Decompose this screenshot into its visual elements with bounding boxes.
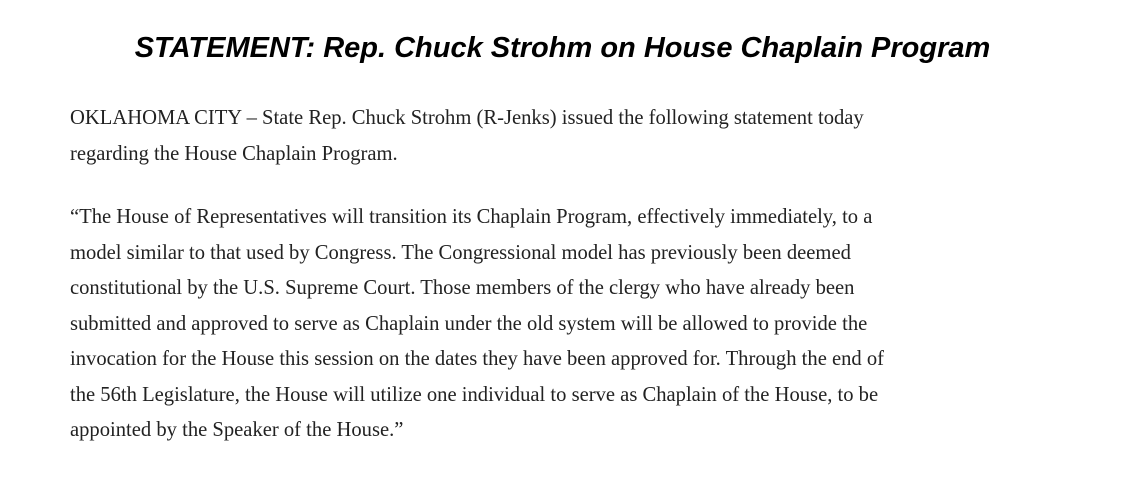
intro-paragraph [70, 101, 864, 172]
paragraph-line: regarding the House Chaplain Program. [70, 142, 398, 165]
paragraph-line: model similar to that used by Congress. The Congressional model has previously been deemed [70, 241, 851, 264]
paragraph-line: submitted and approved to serve as Chaplain under the old system will be allowed to provide the [70, 312, 868, 335]
statement-title: STATEMENT: Rep. Chuck Strohm on House Chaplain Program [134, 32, 991, 64]
paragraph-line: invocation for the House this session on the dates they have been approved for. Through the end of [70, 348, 885, 370]
paragraph-line: constitutional by the U.S. Supreme Court. Those members of the clergy who have already been [70, 277, 855, 299]
paragraph-line: “The House of Representatives will transition its Chaplain Program, effectively immediately, to a [70, 206, 873, 228]
paragraph-line: OKLAHOMA CITY – State Rep. Chuck Strohm (R-Jenks) issued the following statement today [70, 107, 864, 129]
paragraph-line: appointed by the Speaker of the House.” [70, 419, 404, 441]
paragraph-line: the 56th Legislature, the House will utilize one individual to serve as Chaplain of the House, to be [70, 383, 879, 406]
quote-paragraph [70, 200, 884, 449]
